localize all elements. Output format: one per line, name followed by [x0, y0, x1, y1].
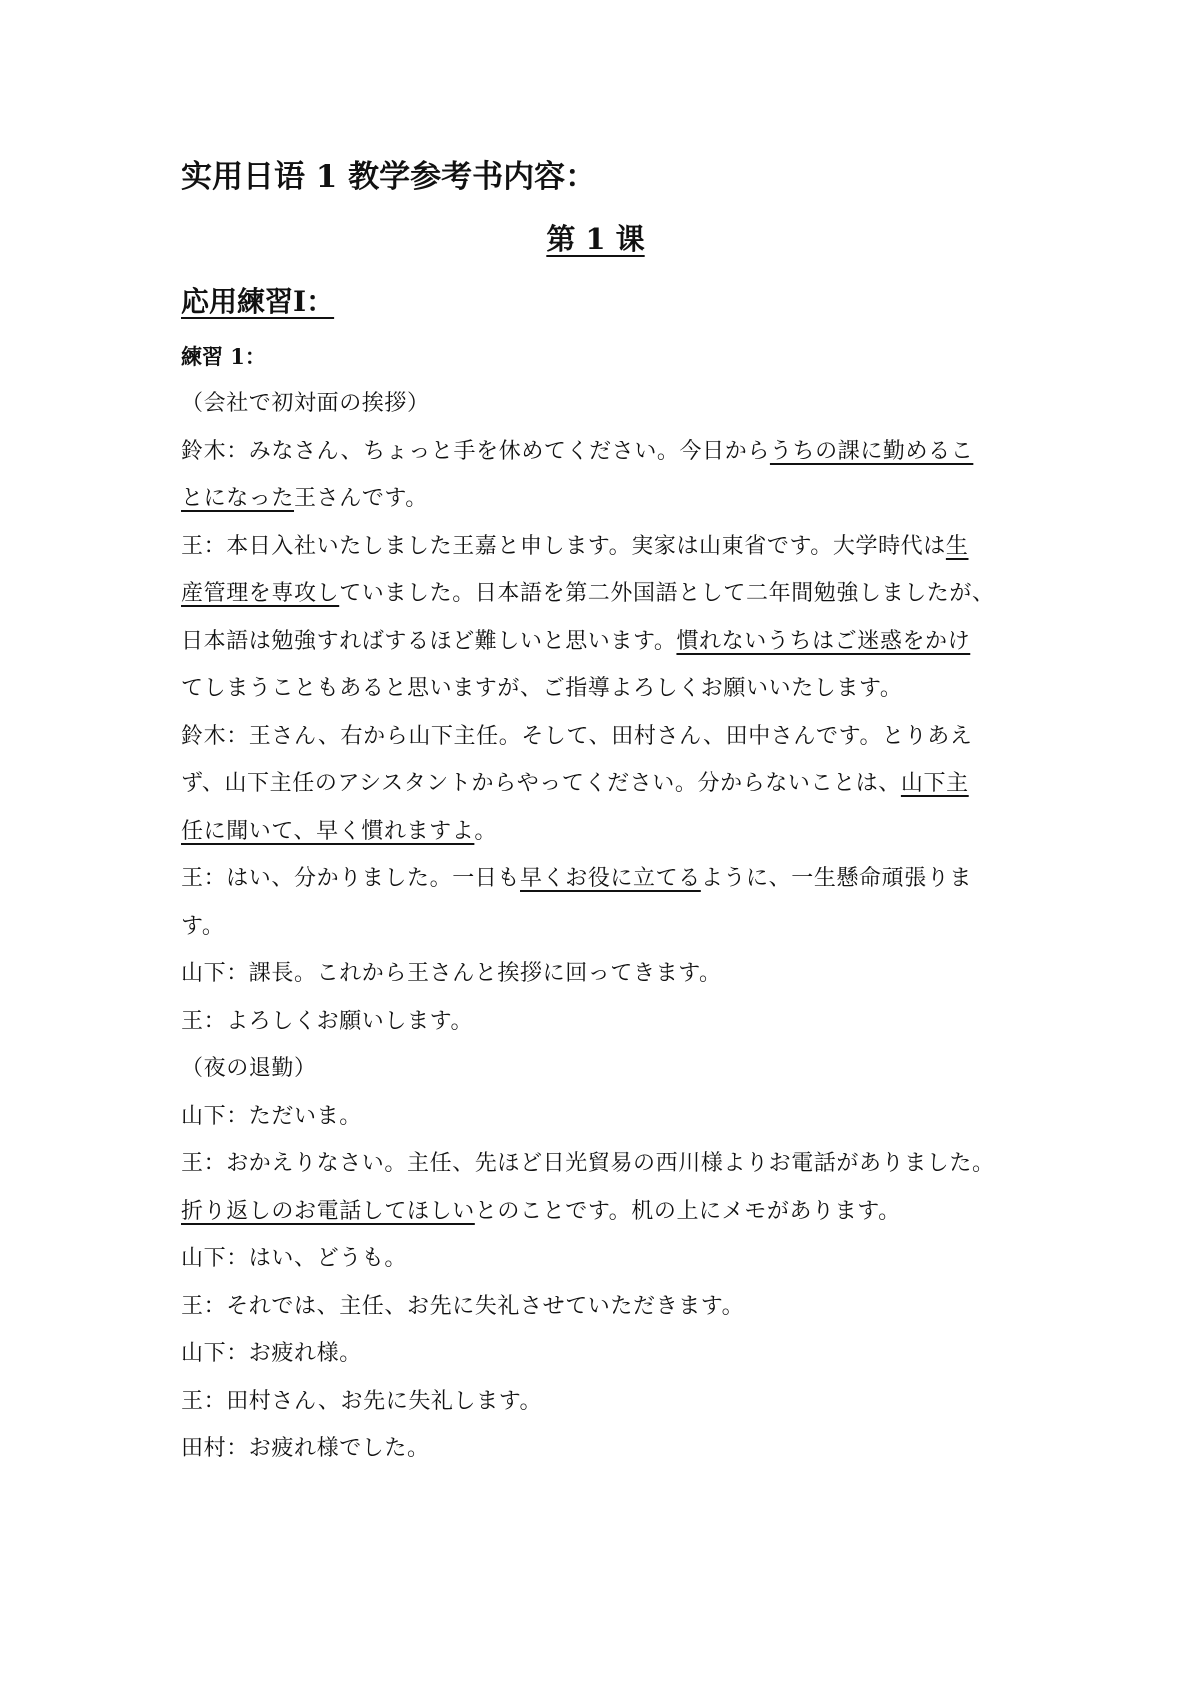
text-segment: 山下：はい、どうも。: [181, 1246, 408, 1271]
dialogue-line: [181, 903, 1031, 951]
text-segment: てしまうこともあると思いますが、ご指導よろしくお願いいたします。: [181, 676, 903, 701]
dialogue-line: [181, 950, 1031, 998]
text-segment: す。: [181, 913, 225, 939]
underlined-phrase: うちの課に勤めるこ: [769, 438, 974, 464]
dialogue-line: [181, 760, 1031, 808]
document-title: 实用日语 1 教学参考书内容：: [181, 159, 597, 195]
dialogue-line: [181, 1330, 1031, 1378]
dialogue-line: [181, 1235, 1031, 1283]
dialogue-line: [181, 1188, 1031, 1236]
lesson-heading-text: 第 1 课: [546, 222, 645, 256]
underlined-phrase: 生: [945, 533, 969, 559]
dialogue-line: [181, 713, 1031, 761]
dialogue-line: [181, 428, 1031, 476]
text-segment: 王さんです。: [294, 486, 428, 511]
text-segment: 王：はい、分かりました。一日も: [181, 866, 521, 891]
dialogue-line: [181, 1425, 1031, 1473]
underlined-phrase: とになった: [181, 486, 295, 511]
text-segment: ていました。日本語を第二外国語として二年間勉強しましたが、: [339, 581, 995, 606]
text-segment: 王：田村さん、お先に失礼します。: [181, 1388, 543, 1414]
text-segment: 。: [474, 818, 497, 844]
underlined-phrase: 山下主: [900, 771, 969, 796]
dialogue-line: [181, 380, 1031, 428]
dialogue-line: [181, 475, 1031, 523]
text-segment: ように、一生懸命頑張りま: [700, 866, 973, 891]
underlined-phrase: 任に聞いて、早く慣れますよ: [181, 818, 475, 844]
dialogue-line: [181, 1378, 1031, 1426]
text-segment: 田村：お疲れ様でした。: [181, 1436, 430, 1461]
text-segment: 王：本日入社いたしました王嘉と申します。実家は山東省です。大学時代は: [181, 533, 946, 559]
text-segment: 王：それでは、主任、お先に失礼させていただきます。: [181, 1293, 745, 1319]
text-segment: （夜の退勤）: [181, 1056, 317, 1081]
text-segment: （会社で初対面の挨拶）: [181, 391, 430, 416]
dialogue-line: [181, 855, 1031, 903]
text-segment: 山下：課長。これから王さんと挨拶に回ってきます。: [181, 961, 722, 986]
dialogue-line: [181, 998, 1031, 1046]
dialogue-line: [181, 523, 1031, 571]
text-segment: 王：よろしくお願いします。: [181, 1008, 474, 1034]
section-heading: [181, 280, 334, 324]
underlined-phrase: 折り返しのお電話してほしい: [181, 1198, 475, 1224]
exercise-heading: 練習 1：: [181, 344, 266, 369]
dialogue-line: [181, 1045, 1031, 1093]
dialogue-line: [181, 665, 1031, 713]
text-segment: 王：おかえりなさい。主任、先ほど日光貿易の西川様よりお電話がありました。: [181, 1151, 995, 1176]
dialogue-line: [181, 808, 1031, 856]
text-segment: 山下：お疲れ様。: [181, 1341, 362, 1366]
underlined-phrase: 産管理を専攻し: [181, 581, 340, 606]
text-segment: 日本語は勉強すればするほど難しいと思います。: [181, 628, 677, 654]
underlined-phrase: 慣れないうちはご迷惑をかけ: [676, 628, 971, 654]
dialogue-line: [181, 570, 1031, 618]
text-segment: 山下：ただいま。: [181, 1103, 362, 1129]
text-segment: とのことです。机の上にメモがあります。: [474, 1198, 901, 1224]
dialogue-line: [181, 618, 1031, 666]
text-segment: 鈴木：王さん、右から山下主任。そして、田村さん、田中さんです。とりあえ: [181, 723, 973, 749]
text-segment: 鈴木：みなさん、ちょっと手を休めてください。今日から: [181, 438, 770, 464]
section-heading-text: 応用練習Ⅰ：: [181, 285, 335, 318]
dialogue-line: [181, 1093, 1031, 1141]
dialogue-body: [181, 380, 1031, 1473]
dialogue-line: [181, 1283, 1031, 1331]
dialogue-line: [181, 1140, 1031, 1188]
lesson-heading: [0, 217, 1191, 261]
text-segment: ず、山下主任のアシスタントからやってください。分からないことは、: [181, 771, 901, 796]
underlined-phrase: 早くお役に立てる: [520, 866, 701, 891]
